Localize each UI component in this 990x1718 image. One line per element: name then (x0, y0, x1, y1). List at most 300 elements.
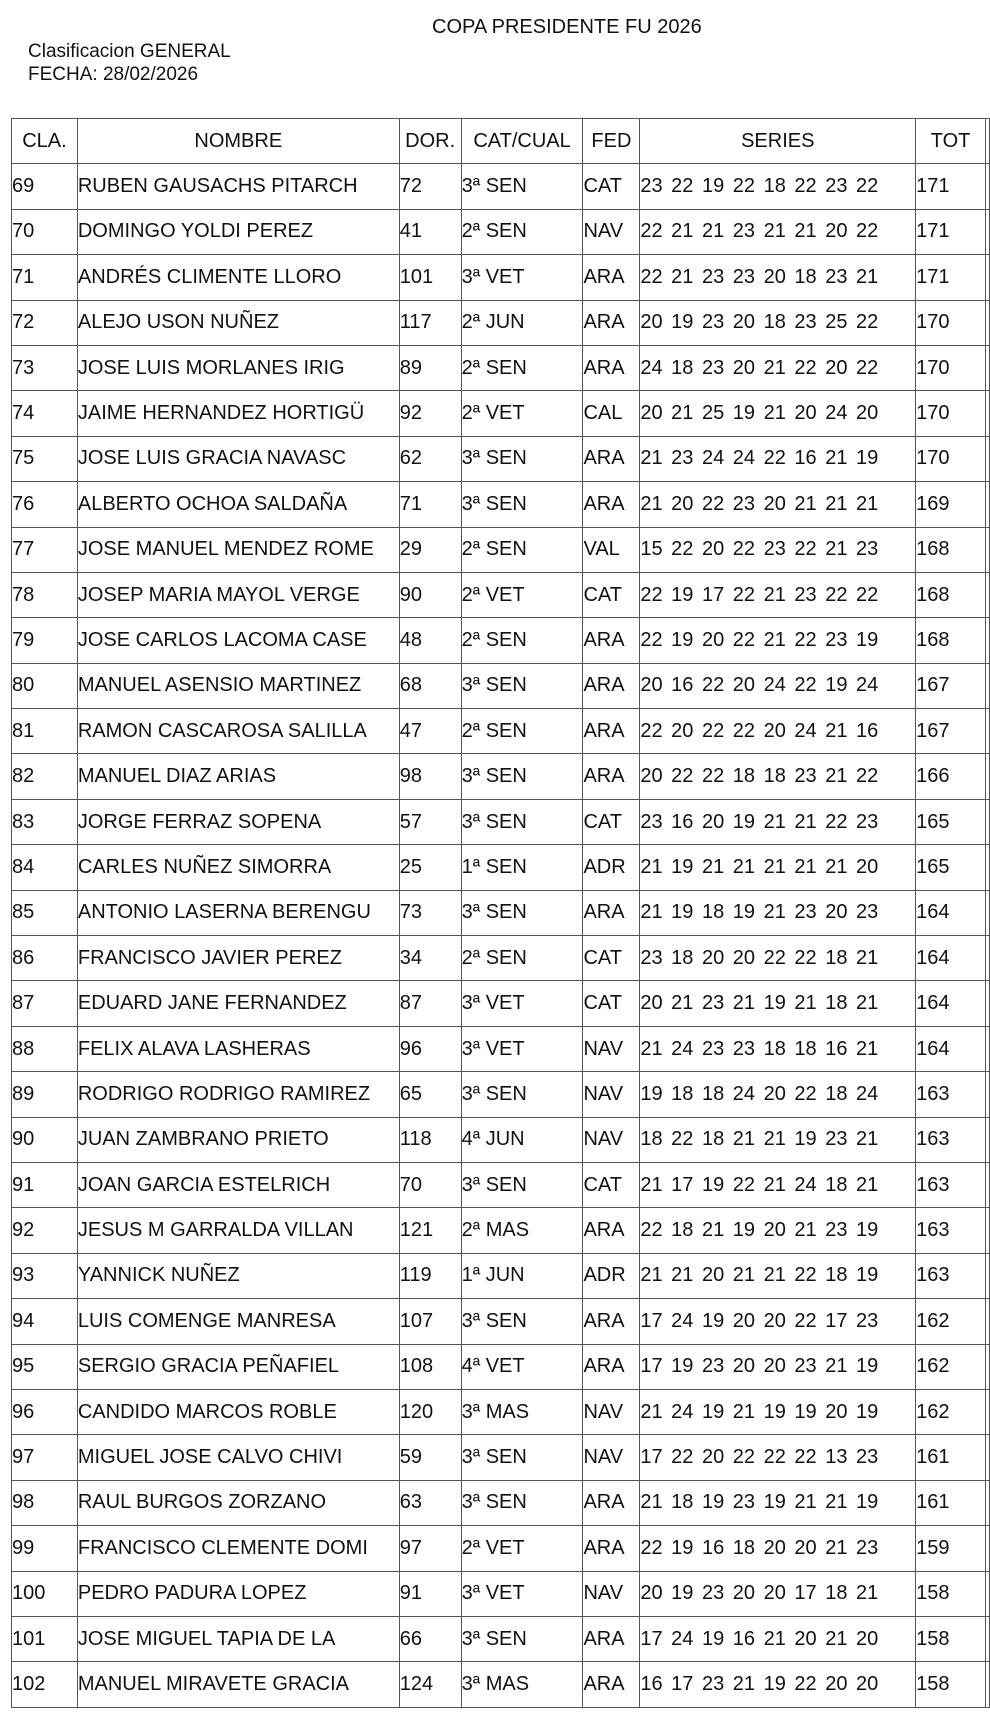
name-cell: FRANCISCO JAVIER PEREZ (77, 936, 399, 981)
total-cell: 170 (916, 436, 986, 481)
table-row (12, 1072, 990, 1117)
table-row (12, 1344, 990, 1389)
name-cell: JAIME HERNANDEZ HORTIGÜ (77, 391, 399, 436)
federation-cell: ARA (583, 1526, 640, 1571)
table-edge-cell (985, 709, 989, 754)
category-cell: 2ª VET (461, 572, 583, 617)
name-cell: JOSE LUIS MORLANES IRIG (77, 345, 399, 390)
series-cell: 22 18 21 19 20 21 23 19 (640, 1208, 916, 1253)
table-edge-cell (985, 1117, 989, 1162)
position-cell: 88 (12, 1026, 78, 1071)
bib-number-cell: 107 (399, 1299, 461, 1344)
position-cell: 83 (12, 799, 78, 844)
category-cell: 2ª SEN (461, 618, 583, 663)
table-edge-cell (985, 345, 989, 390)
table-row (12, 890, 990, 935)
category-cell: 3ª SEN (461, 436, 583, 481)
position-cell: 81 (12, 709, 78, 754)
series-cell: 17 22 20 22 22 22 13 23 (640, 1435, 916, 1480)
total-cell: 165 (916, 845, 986, 890)
position-cell: 77 (12, 527, 78, 572)
table-row (12, 1299, 990, 1344)
total-cell: 158 (916, 1662, 986, 1707)
table-row (12, 845, 990, 890)
total-cell: 163 (916, 1117, 986, 1162)
position-cell: 70 (12, 209, 78, 254)
table-edge-cell (985, 436, 989, 481)
name-cell: JOSE MIGUEL TAPIA DE LA (77, 1616, 399, 1661)
series-cell: 22 21 21 23 21 21 20 22 (640, 209, 916, 254)
total-cell: 162 (916, 1299, 986, 1344)
name-cell: JOSE CARLOS LACOMA CASE (77, 618, 399, 663)
category-cell: 3ª SEN (461, 1435, 583, 1480)
position-cell: 98 (12, 1480, 78, 1525)
header-row (12, 119, 990, 164)
total-cell: 171 (916, 255, 986, 300)
category-cell: 3ª VET (461, 1026, 583, 1071)
bib-number-cell: 47 (399, 709, 461, 754)
total-cell: 171 (916, 164, 986, 209)
table-row (12, 1162, 990, 1207)
total-cell: 158 (916, 1616, 986, 1661)
table-edge-cell (985, 1026, 989, 1071)
federation-cell: CAT (583, 164, 640, 209)
category-cell: 3ª SEN (461, 1480, 583, 1525)
bib-number-cell: 41 (399, 209, 461, 254)
total-cell: 163 (916, 1072, 986, 1117)
position-cell: 90 (12, 1117, 78, 1162)
document-subtitle (28, 40, 231, 86)
total-cell: 165 (916, 799, 986, 844)
table-row (12, 482, 990, 527)
series-cell: 21 18 19 23 19 21 21 19 (640, 1480, 916, 1525)
bib-number-cell: 98 (399, 754, 461, 799)
position-cell: 87 (12, 981, 78, 1026)
position-cell: 92 (12, 1208, 78, 1253)
category-cell: 3ª SEN (461, 1299, 583, 1344)
category-cell: 2ª SEN (461, 209, 583, 254)
name-cell: MANUEL MIRAVETE GRACIA (77, 1662, 399, 1707)
bib-number-cell: 57 (399, 799, 461, 844)
federation-cell: CAL (583, 391, 640, 436)
table-edge-cell (985, 618, 989, 663)
table-edge-cell (985, 300, 989, 345)
table-edge-cell (985, 754, 989, 799)
position-cell: 102 (12, 1662, 78, 1707)
position-cell: 69 (12, 164, 78, 209)
federation-cell: ARA (583, 1299, 640, 1344)
series-cell: 23 16 20 19 21 21 22 23 (640, 799, 916, 844)
bib-number-cell: 63 (399, 1480, 461, 1525)
federation-cell: NAV (583, 1072, 640, 1117)
position-cell: 86 (12, 936, 78, 981)
total-cell: 166 (916, 754, 986, 799)
table-edge-cell (985, 1526, 989, 1571)
bib-number-cell: 25 (399, 845, 461, 890)
bib-number-cell: 118 (399, 1117, 461, 1162)
position-cell: 78 (12, 572, 78, 617)
category-cell: 3ª SEN (461, 663, 583, 708)
bib-number-cell: 97 (399, 1526, 461, 1571)
position-cell: 94 (12, 1299, 78, 1344)
table-edge-cell (985, 1435, 989, 1480)
table-row (12, 799, 990, 844)
category-cell: 2ª VET (461, 391, 583, 436)
series-cell: 20 21 25 19 21 20 24 20 (640, 391, 916, 436)
total-cell: 168 (916, 527, 986, 572)
bib-number-cell: 108 (399, 1344, 461, 1389)
position-cell: 73 (12, 345, 78, 390)
table-edge-cell (985, 391, 989, 436)
name-cell: JOAN GARCIA ESTELRICH (77, 1162, 399, 1207)
table-edge-cell (985, 1480, 989, 1525)
series-cell: 21 24 19 21 19 19 20 19 (640, 1389, 916, 1434)
category-cell: 3ª SEN (461, 1162, 583, 1207)
series-cell: 16 17 23 21 19 22 20 20 (640, 1662, 916, 1707)
table-edge-cell (985, 1662, 989, 1707)
category-cell: 3ª SEN (461, 1616, 583, 1661)
column-header-dor: DOR. (399, 119, 461, 164)
table-edge-cell (985, 209, 989, 254)
table-edge-cell (985, 164, 989, 209)
total-cell: 168 (916, 618, 986, 663)
federation-cell: NAV (583, 1435, 640, 1480)
federation-cell: ARA (583, 345, 640, 390)
series-cell: 15 22 20 22 23 22 21 23 (640, 527, 916, 572)
bib-number-cell: 48 (399, 618, 461, 663)
series-cell: 21 21 20 21 21 22 18 19 (640, 1253, 916, 1298)
federation-cell: CAT (583, 572, 640, 617)
total-cell: 167 (916, 709, 986, 754)
category-cell: 3ª MAS (461, 1389, 583, 1434)
table-row (12, 663, 990, 708)
table-edge-cell (985, 1344, 989, 1389)
series-cell: 17 19 23 20 20 23 21 19 (640, 1344, 916, 1389)
name-cell: DOMINGO YOLDI PEREZ (77, 209, 399, 254)
name-cell: JOSE MANUEL MENDEZ ROME (77, 527, 399, 572)
name-cell: ANTONIO LASERNA BERENGU (77, 890, 399, 935)
name-cell: JUAN ZAMBRANO PRIETO (77, 1117, 399, 1162)
bib-number-cell: 117 (399, 300, 461, 345)
name-cell: CANDIDO MARCOS ROBLE (77, 1389, 399, 1434)
total-cell: 161 (916, 1435, 986, 1480)
series-cell: 22 19 17 22 21 23 22 22 (640, 572, 916, 617)
federation-cell: ARA (583, 1662, 640, 1707)
federation-cell: ARA (583, 300, 640, 345)
category-cell: 1ª JUN (461, 1253, 583, 1298)
position-cell: 99 (12, 1526, 78, 1571)
category-cell: 2ª MAS (461, 1208, 583, 1253)
total-cell: 158 (916, 1571, 986, 1616)
name-cell: CARLES NUÑEZ SIMORRA (77, 845, 399, 890)
position-cell: 74 (12, 391, 78, 436)
column-header-cla: CLA. (12, 119, 78, 164)
bib-number-cell: 68 (399, 663, 461, 708)
category-cell: 3ª SEN (461, 799, 583, 844)
table-row (12, 1571, 990, 1616)
position-cell: 91 (12, 1162, 78, 1207)
total-cell: 162 (916, 1344, 986, 1389)
federation-cell: ARA (583, 618, 640, 663)
series-cell: 21 17 19 22 21 24 18 21 (640, 1162, 916, 1207)
total-cell: 162 (916, 1389, 986, 1434)
federation-cell: ARA (583, 436, 640, 481)
series-cell: 17 24 19 20 20 22 17 23 (640, 1299, 916, 1344)
name-cell: YANNICK NUÑEZ (77, 1253, 399, 1298)
position-cell: 89 (12, 1072, 78, 1117)
table-row (12, 618, 990, 663)
name-cell: EDUARD JANE FERNANDEZ (77, 981, 399, 1026)
bib-number-cell: 92 (399, 391, 461, 436)
name-cell: MIGUEL JOSE CALVO CHIVI (77, 1435, 399, 1480)
federation-cell: ARA (583, 709, 640, 754)
federation-cell: ARA (583, 663, 640, 708)
total-cell: 170 (916, 300, 986, 345)
table-row (12, 1026, 990, 1071)
federation-cell: NAV (583, 209, 640, 254)
table-edge-cell (985, 845, 989, 890)
federation-cell: ARA (583, 482, 640, 527)
table-edge-cell (985, 1299, 989, 1344)
total-cell: 163 (916, 1253, 986, 1298)
series-cell: 18 22 18 21 21 19 23 21 (640, 1117, 916, 1162)
name-cell: JOSEP MARIA MAYOL VERGE (77, 572, 399, 617)
table-row (12, 981, 990, 1026)
table-row (12, 1480, 990, 1525)
table-row (12, 345, 990, 390)
bib-number-cell: 96 (399, 1026, 461, 1071)
table-edge-cell (985, 119, 989, 164)
bib-number-cell: 89 (399, 345, 461, 390)
table-edge-cell (985, 572, 989, 617)
name-cell: FRANCISCO CLEMENTE DOMI (77, 1526, 399, 1571)
position-cell: 97 (12, 1435, 78, 1480)
table-edge-cell (985, 890, 989, 935)
total-cell: 169 (916, 482, 986, 527)
federation-cell: NAV (583, 1026, 640, 1071)
position-cell: 84 (12, 845, 78, 890)
bib-number-cell: 65 (399, 1072, 461, 1117)
series-cell: 23 22 19 22 18 22 23 22 (640, 164, 916, 209)
column-header-cat-cual: CAT/CUAL (461, 119, 583, 164)
total-cell: 163 (916, 1208, 986, 1253)
column-header-fed: FED (583, 119, 640, 164)
series-cell: 20 21 23 21 19 21 18 21 (640, 981, 916, 1026)
bib-number-cell: 72 (399, 164, 461, 209)
series-cell: 19 18 18 24 20 22 18 24 (640, 1072, 916, 1117)
bib-number-cell: 90 (399, 572, 461, 617)
name-cell: JORGE FERRAZ SOPENA (77, 799, 399, 844)
position-cell: 75 (12, 436, 78, 481)
total-cell: 163 (916, 1162, 986, 1207)
table-edge-cell (985, 1072, 989, 1117)
category-cell: 4ª JUN (461, 1117, 583, 1162)
name-cell: ANDRÉS CLIMENTE LLORO (77, 255, 399, 300)
total-cell: 171 (916, 209, 986, 254)
federation-cell: ARA (583, 1344, 640, 1389)
category-cell: 4ª VET (461, 1344, 583, 1389)
bib-number-cell: 29 (399, 527, 461, 572)
total-cell: 164 (916, 1026, 986, 1071)
category-cell: 3ª SEN (461, 1072, 583, 1117)
table-row (12, 1389, 990, 1434)
bib-number-cell: 91 (399, 1571, 461, 1616)
federation-cell: NAV (583, 1571, 640, 1616)
series-cell: 21 19 18 19 21 23 20 23 (640, 890, 916, 935)
total-cell: 168 (916, 572, 986, 617)
total-cell: 170 (916, 391, 986, 436)
name-cell: JESUS M GARRALDA VILLAN (77, 1208, 399, 1253)
table-row (12, 1117, 990, 1162)
table-row (12, 709, 990, 754)
series-cell: 22 19 20 22 21 22 23 19 (640, 618, 916, 663)
document-title: COPA PRESIDENTE FU 2026 (432, 16, 702, 38)
name-cell: ALEJO USON NUÑEZ (77, 300, 399, 345)
results-body (12, 164, 990, 1707)
position-cell: 95 (12, 1344, 78, 1389)
series-cell: 23 18 20 20 22 22 18 21 (640, 936, 916, 981)
table-edge-cell (985, 527, 989, 572)
table-row (12, 572, 990, 617)
series-cell: 22 20 22 22 20 24 21 16 (640, 709, 916, 754)
series-cell: 20 22 22 18 18 23 21 22 (640, 754, 916, 799)
series-cell: 21 20 22 23 20 21 21 21 (640, 482, 916, 527)
position-cell: 93 (12, 1253, 78, 1298)
total-cell: 164 (916, 936, 986, 981)
table-row (12, 1435, 990, 1480)
category-cell: 3ª VET (461, 1571, 583, 1616)
federation-cell: NAV (583, 1389, 640, 1434)
bib-number-cell: 121 (399, 1208, 461, 1253)
bib-number-cell: 59 (399, 1435, 461, 1480)
name-cell: ALBERTO OCHOA SALDAÑA (77, 482, 399, 527)
table-edge-cell (985, 255, 989, 300)
table-edge-cell (985, 1162, 989, 1207)
table-row (12, 1616, 990, 1661)
bib-number-cell: 120 (399, 1389, 461, 1434)
position-cell: 82 (12, 754, 78, 799)
table-edge-cell (985, 1208, 989, 1253)
position-cell: 101 (12, 1616, 78, 1661)
table-row (12, 209, 990, 254)
name-cell: JOSE LUIS GRACIA NAVASC (77, 436, 399, 481)
table-edge-cell (985, 1616, 989, 1661)
date-label: FECHA: 28/02/2026 (28, 64, 199, 85)
series-cell: 20 16 22 20 24 22 19 24 (640, 663, 916, 708)
table-row (12, 255, 990, 300)
series-cell: 20 19 23 20 20 17 18 21 (640, 1571, 916, 1616)
bib-number-cell: 71 (399, 482, 461, 527)
federation-cell: VAL (583, 527, 640, 572)
category-cell: 1ª SEN (461, 845, 583, 890)
series-cell: 21 19 21 21 21 21 21 20 (640, 845, 916, 890)
federation-cell: CAT (583, 981, 640, 1026)
name-cell: RUBEN GAUSACHS PITARCH (77, 164, 399, 209)
total-cell: 164 (916, 981, 986, 1026)
category-cell: 3ª SEN (461, 482, 583, 527)
bib-number-cell: 73 (399, 890, 461, 935)
category-cell: 3ª VET (461, 981, 583, 1026)
name-cell: MANUEL ASENSIO MARTINEZ (77, 663, 399, 708)
bib-number-cell: 101 (399, 255, 461, 300)
bib-number-cell: 70 (399, 1162, 461, 1207)
total-cell: 159 (916, 1526, 986, 1571)
federation-cell: ARA (583, 1616, 640, 1661)
bib-number-cell: 119 (399, 1253, 461, 1298)
category-cell: 2ª SEN (461, 345, 583, 390)
bib-number-cell: 87 (399, 981, 461, 1026)
total-cell: 167 (916, 663, 986, 708)
position-cell: 80 (12, 663, 78, 708)
table-row (12, 1208, 990, 1253)
federation-cell: CAT (583, 799, 640, 844)
federation-cell: ADR (583, 845, 640, 890)
table-row (12, 1662, 990, 1707)
category-cell: 3ª SEN (461, 164, 583, 209)
federation-cell: NAV (583, 1117, 640, 1162)
series-cell: 21 23 24 24 22 16 21 19 (640, 436, 916, 481)
name-cell: FELIX ALAVA LASHERAS (77, 1026, 399, 1071)
total-cell: 164 (916, 890, 986, 935)
table-edge-cell (985, 1389, 989, 1434)
table-edge-cell (985, 799, 989, 844)
table-row (12, 391, 990, 436)
series-cell: 20 19 23 20 18 23 25 22 (640, 300, 916, 345)
table-edge-cell (985, 482, 989, 527)
category-cell: 2ª SEN (461, 527, 583, 572)
federation-cell: CAT (583, 936, 640, 981)
table-row (12, 300, 990, 345)
name-cell: PEDRO PADURA LOPEZ (77, 1571, 399, 1616)
table-row (12, 1526, 990, 1571)
series-cell: 22 21 23 23 20 18 23 21 (640, 255, 916, 300)
series-cell: 21 24 23 23 18 18 16 21 (640, 1026, 916, 1071)
federation-cell: ARA (583, 754, 640, 799)
table-row (12, 936, 990, 981)
federation-cell: CAT (583, 1162, 640, 1207)
table-edge-cell (985, 981, 989, 1026)
table-edge-cell (985, 936, 989, 981)
bib-number-cell: 66 (399, 1616, 461, 1661)
position-cell: 76 (12, 482, 78, 527)
table-row (12, 1253, 990, 1298)
position-cell: 72 (12, 300, 78, 345)
bib-number-cell: 34 (399, 936, 461, 981)
name-cell: LUIS COMENGE MANRESA (77, 1299, 399, 1344)
position-cell: 100 (12, 1571, 78, 1616)
category-cell: 3ª MAS (461, 1662, 583, 1707)
federation-cell: ARA (583, 890, 640, 935)
series-cell: 17 24 19 16 21 20 21 20 (640, 1616, 916, 1661)
column-header-series: SERIES (640, 119, 916, 164)
federation-cell: ARA (583, 255, 640, 300)
category-cell: 3ª SEN (461, 890, 583, 935)
federation-cell: ARA (583, 1480, 640, 1525)
name-cell: MANUEL DIAZ ARIAS (77, 754, 399, 799)
name-cell: SERGIO GRACIA PEÑAFIEL (77, 1344, 399, 1389)
table-row (12, 436, 990, 481)
position-cell: 85 (12, 890, 78, 935)
bib-number-cell: 124 (399, 1662, 461, 1707)
bib-number-cell: 62 (399, 436, 461, 481)
table-row (12, 527, 990, 572)
name-cell: RAUL BURGOS ZORZANO (77, 1480, 399, 1525)
classification-label: Clasificacion GENERAL (28, 41, 231, 62)
table-edge-cell (985, 1571, 989, 1616)
category-cell: 3ª VET (461, 255, 583, 300)
results-table (11, 118, 990, 1708)
category-cell: 2ª SEN (461, 936, 583, 981)
